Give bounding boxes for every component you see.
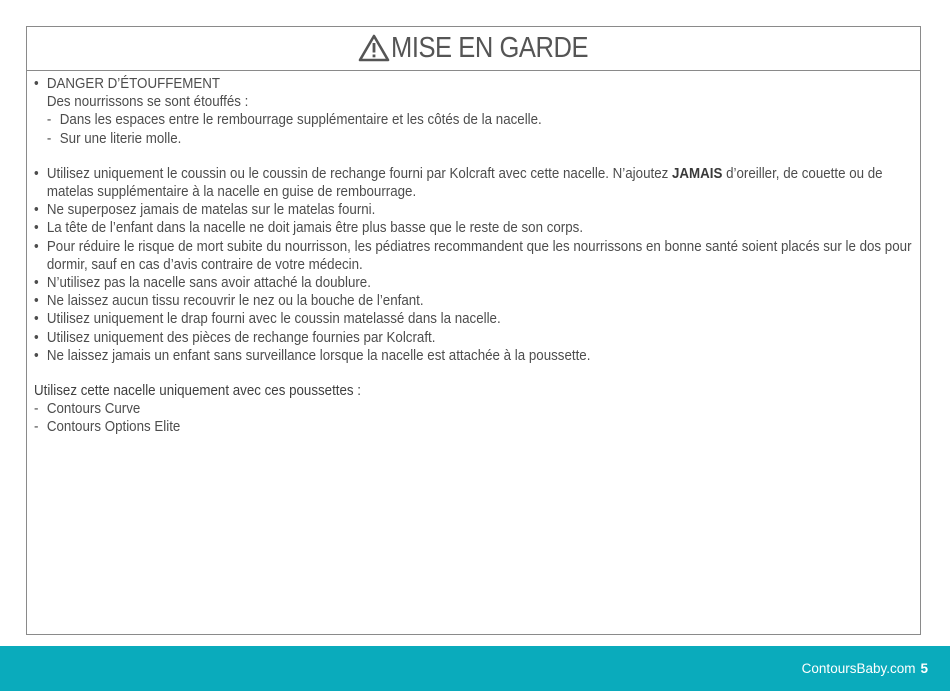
danger-title: • DANGER D’ÉTOUFFEMENT — [34, 75, 922, 93]
rule-item: • N’utilisez pas la nacelle sans avoir attaché la doublure. — [34, 274, 922, 292]
rule-emphasis: JAMAIS — [671, 165, 723, 182]
stroller-item: - Contours Options Elite — [34, 418, 922, 436]
rule-item: • Ne laissez jamais un enfant sans surveillance lorsque la nacelle est attachée à la poussette. — [34, 347, 922, 365]
rule-text: Utilisez uniquement le coussin ou le coussin de rechange fourni par Kolcraft avec cette nacelle. N’ajoutez — [46, 165, 672, 182]
warning-header — [27, 27, 920, 71]
danger-intro: Des nourrissons se sont étouffés : — [46, 94, 249, 111]
warning-title: MISE EN GARDE — [390, 32, 588, 64]
rule-item: • La tête de l’enfant dans la nacelle ne doit jamais être plus basse que le reste de son corps. — [34, 219, 922, 237]
rule-item: • Utilisez uniquement des pièces de rechange fournies par Kolcraft. — [34, 329, 922, 347]
rule-item: • Ne superposez jamais de matelas sur le matelas fourni. — [34, 201, 922, 219]
rule-item: • Pour réduire le risque de mort subite du nourrisson, les pédiatres recommandent que les nourrissons en bonne santé soient placés sur le dos pour dormir, sauf en cas d’avis contraire de votre médecin. — [34, 238, 922, 274]
danger-item: - Dans les espaces entre le rembourrage supplémentaire et les côtés de la nacelle. — [34, 111, 922, 129]
warning-box — [26, 26, 921, 635]
rule-text: d’oreiller, de couette ou de matelas supplémentaire à la nacelle en guise de rembourrage. — [46, 165, 883, 201]
strollers-heading: Utilisez cette nacelle uniquement avec ces poussettes : — [34, 383, 362, 400]
footer-bar — [0, 646, 950, 691]
page-number: 5 — [920, 661, 928, 676]
stroller-item: - Contours Curve — [34, 400, 922, 418]
warning-content — [27, 71, 920, 437]
rule-item — [34, 165, 922, 201]
danger-item: - Sur une literie molle. — [34, 130, 922, 148]
footer-site: ContoursBaby.com — [801, 661, 916, 676]
warning-triangle-icon — [358, 34, 390, 62]
rule-item: • Ne laissez aucun tissu recouvrir le nez ou la bouche de l’enfant. — [34, 292, 922, 310]
rule-item: • Utilisez uniquement le drap fourni avec le coussin matelassé dans la nacelle. — [34, 310, 922, 328]
